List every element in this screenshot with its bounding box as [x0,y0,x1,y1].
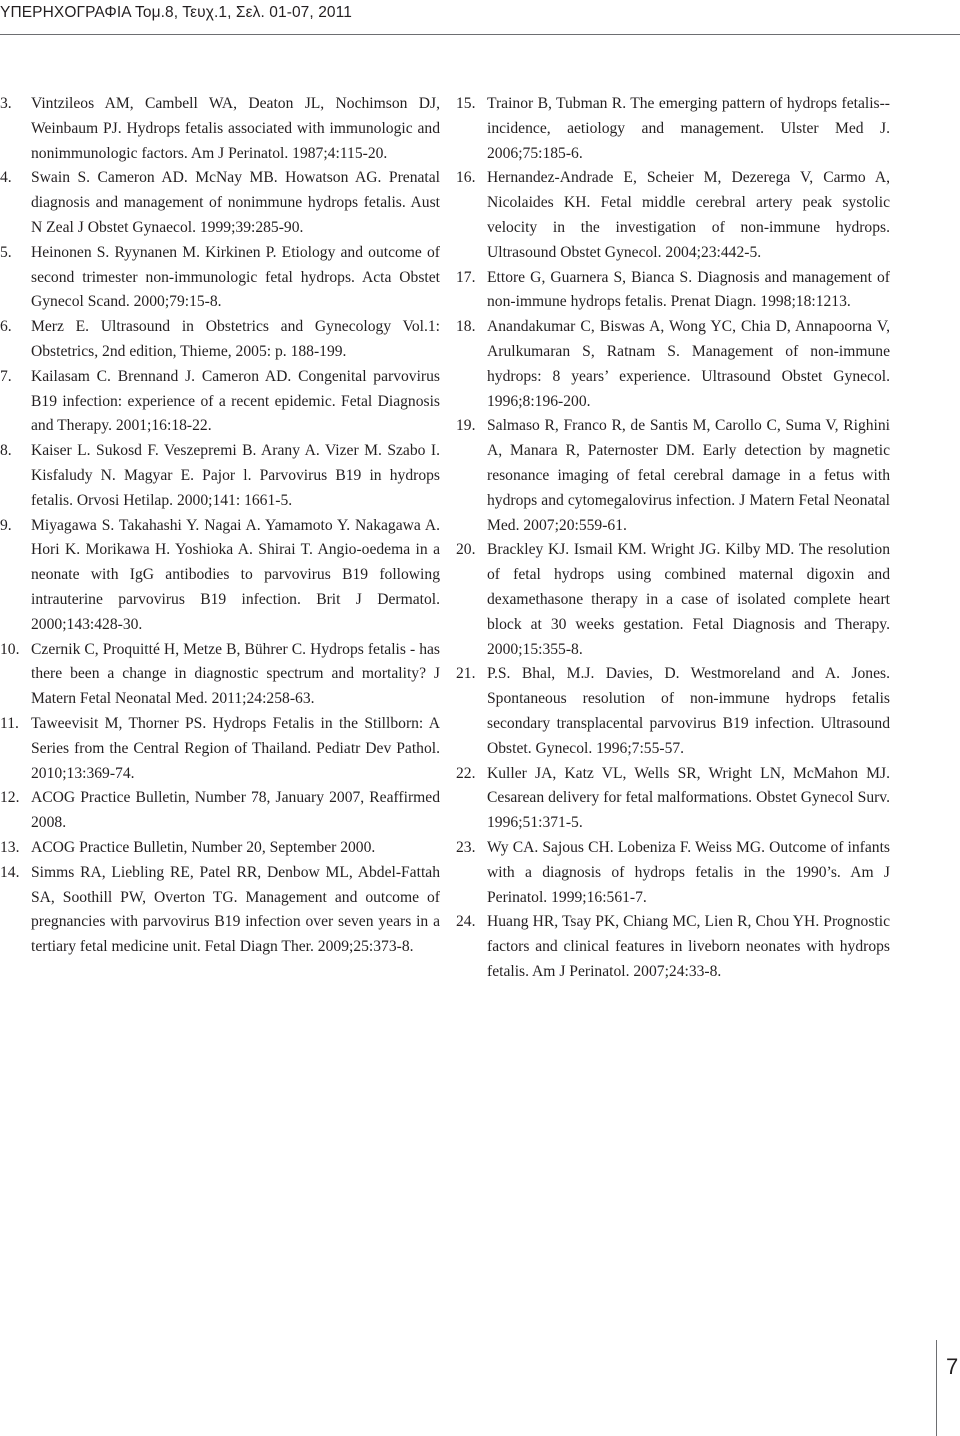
reference-number: 5. [0,243,12,261]
reference-item [456,315,890,414]
reference-text: Kailasam C. Brennand J. Cameron AD. Congenital parvovirus B19 infection: experience of a recent epidemic. Fetal Diagnosis and Therapy. 2001;16:18-22. [31,367,440,435]
reference-item [456,538,890,662]
reference-number: 20. [456,541,476,559]
reference-number: 13. [0,838,20,856]
reference-text: ACOG Practice Bulletin, Number 78, January 2007, Reaffirmed 2008. [31,789,440,832]
reference-number: 14. [0,863,20,881]
reference-number: 6. [0,318,12,336]
reference-text: Vintzileos AM, Cambell WA, Deaton JL, Nochimson DJ, Weinbaum PJ. Hydrops fetalis associated with immunologic and nonimmunologic factors. Am J Perinatol. 1987;4:115-20. [31,95,440,162]
reference-text: Anandakumar C, Biswas A, Wong YC, Chia D, Annapoorna V, Arulkumaran S, Ratnam S. Management of non-immune hydrops: 8 years’ experience. Ultrasound Obstet Gynecol. 1996;8:196-200. [487,318,890,410]
reference-number: 21. [456,665,476,683]
reference-item [0,786,440,836]
reference-number: 7. [0,367,12,385]
reference-item [0,92,440,166]
header-rule [0,34,960,35]
reference-number: 3. [0,95,12,112]
running-head: ΥΠΕΡΗΧΟΓΡΑΦΙΑ Τομ.8, Τευχ.1, Σελ. 01-07, 2011 [0,4,352,21]
reference-item [0,638,440,712]
reference-number: 22. [456,764,476,782]
reference-item [456,166,890,265]
page-number: 7 [946,1354,959,1379]
reference-text: Swain S. Cameron AD. McNay MB. Howatson AG. Prenatal diagnosis and management of nonimmune hydrops fetalis. Aust N Zeal J Obstet Gynaecol. 1999;39:285-90. [31,169,440,236]
reference-item [0,861,440,960]
reference-text: Huang HR, Tsay PK, Chiang MC, Lien R, Chou YH. Prognostic factors and clinical features in liveborn neonates with hydrops fetalis. Am J Perinatol. 2007;24:33-8. [487,913,890,980]
references-left-column [0,92,440,960]
reference-text: Simms RA, Liebling RE, Patel RR, Denbow ML, Abdel-Fattah SA, Soothill PW, Overton TG. Management and outcome of pregnancies with parvovirus B19 infection over seven years in a tertiary fetal medicine unit. Fetal Diagn Ther. 2009;25:373-8. [31,863,440,956]
page-number-rule [936,1340,937,1436]
references-right-column [456,92,890,985]
reference-item [0,365,440,439]
reference-number: 10. [0,640,20,658]
reference-item [0,514,440,638]
reference-number: 16. [456,169,476,187]
reference-item [456,266,890,316]
reference-item [0,315,440,365]
reference-number: 11. [0,714,19,732]
reference-item [456,762,890,836]
reference-text: Merz E. Ultrasound in Obstetrics and Gynecology Vol.1: Obstetrics, 2nd edition, Thieme, 2005: p. 188-199. [31,318,440,360]
reference-text: Miyagawa S. Takahashi Y. Nagai A. Yamamoto Y. Nakagawa A. Hori K. Morikawa H. Yoshioka A. Shirai T. Angio-oedema in a neonate with IgG antibodies to parvovirus B19 following intrauterine parvovirus B19 infection. Brit J Dermatol. 2000;143:428-30. [31,516,440,633]
reference-number: 8. [0,442,12,460]
reference-number: 4. [0,169,12,187]
reference-item [0,836,440,861]
reference-text: Kaiser L. Sukosd F. Veszepremi B. Arany A. Vizer M. Szabo I. Kisfaludy N. Magyar E. Pajor l. Parvovirus B19 in hydrops fetalis. Orvosi Hetilap. 2000;141: 1661-5. [31,442,440,509]
reference-number: 23. [456,838,476,856]
reference-item [0,241,440,315]
reference-text: Kuller JA, Katz VL, Wells SR, Wright LN, McMahon MJ. Cesarean delivery for fetal malformations. Obstet Gynecol Surv. 1996;51:371-5. [487,764,890,832]
reference-item [0,712,440,786]
reference-number: 24. [456,913,476,931]
reference-item [0,166,440,240]
reference-text: Brackley KJ. Ismail KM. Wright JG. Kilby MD. The resolution of fetal hydrops using combined maternal digoxin and dexamethasone therapy in a case of isolated complete heart block at 30 weeks gestation. Fetal Diagnosis and Therapy. 2000;15:355-8. [487,541,890,658]
reference-number: 15. [456,95,476,112]
reference-text: ACOG Practice Bulletin, Number 20, September 2000. [31,838,376,856]
reference-text: Ettore G, Guarnera S, Bianca S. Diagnosis and management of non-immune hydrops fetalis. Prenat Diagn. 1998;18:1213. [487,268,890,311]
reference-text: Heinonen S. Ryynanen M. Kirkinen P. Etiology and outcome of second trimester non-immunologic fetal hydrops. Acta Obstet Gynecol Scand. 2000;79:15-8. [31,243,440,311]
reference-item [456,910,890,984]
reference-text: Trainor B, Tubman R. The emerging pattern of hydrops fetalis--incidence, aetiology and management. Ulster Med J. 2006;75:185-6. [487,95,890,162]
reference-item [456,662,890,761]
reference-text: Czernik C, Proquitté H, Metze B, Bührer C. Hydrops fetalis - has there been a change in diagnostic spectrum and mortality? J Matern Fetal Neonatal Med. 2011;24:258-63. [31,640,440,708]
reference-item [456,836,890,910]
reference-number: 12. [0,789,20,807]
reference-item [0,439,440,513]
reference-text: Wy CA. Sajous CH. Lobeniza F. Weiss MG. Outcome of infants with a diagnosis of hydrops fetalis in the 1990’s. Am J Perinatol. 1999;16:561-7. [487,838,890,906]
reference-item [456,92,890,166]
reference-number: 19. [456,417,476,435]
reference-text: Salmaso R, Franco R, de Santis M, Carollo C, Suma V, Righini A, Manara R, Paternoster DM. Early detection by magnetic resonance imaging of fetal cerebral damage in a fetus with hydrops and cytomegalovirus infection. J Matern Fetal Neonatal Med. 2007;20:559-61. [487,417,890,534]
reference-number: 17. [456,268,476,286]
reference-text: P.S. Bhal, M.J. Davies, D. Westmoreland and A. Jones. Spontaneous resolution of non-immune hydrops fetalis secondary transplacental parvovirus B19 infection. Ultrasound Obstet. Gynecol. 1996;7:55-57. [487,665,890,757]
reference-number: 18. [456,318,476,336]
reference-number: 9. [0,516,12,534]
reference-text: Hernandez-Andrade E, Scheier M, Dezerega V, Carmo A, Nicolaides KH. Fetal middle cerebral artery peak systolic velocity in the investigation of non-immune hydrops. Ultrasound Obstet Gynecol. 2004;23:442-5. [487,169,890,261]
reference-item [456,414,890,538]
reference-text: Taweevisit M, Thorner PS. Hydrops Fetalis in the Stillborn: A Series from the Central Region of Thailand. Pediatr Dev Pathol. 2010;13:369-74. [31,714,440,782]
